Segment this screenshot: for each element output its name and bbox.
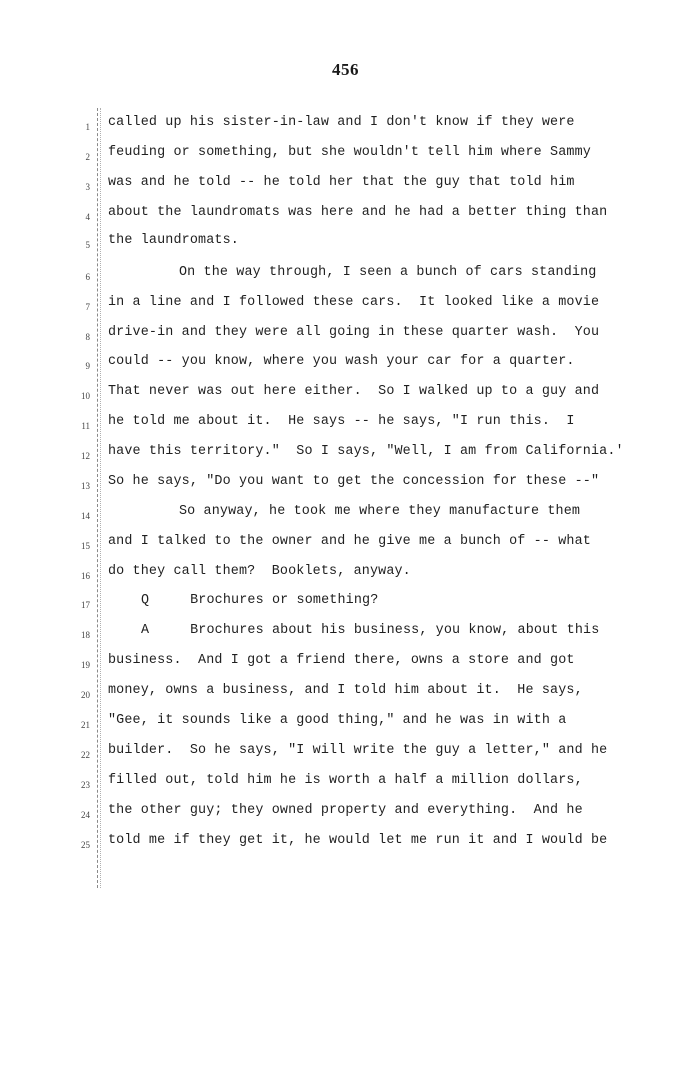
line-number: 19 <box>81 660 90 670</box>
line-number: 18 <box>81 630 90 640</box>
line-text: A Brochures about his business, you know, about this <box>141 623 600 638</box>
line-number: 7 <box>85 302 90 312</box>
line-number: 15 <box>81 541 90 551</box>
line-text: feuding or something, but she wouldn't tell him where Sammy <box>108 145 591 160</box>
line-text: do they call them? Booklets, anyway. <box>108 564 411 579</box>
line-number: 23 <box>81 780 90 790</box>
line-number: 8 <box>85 332 90 342</box>
line-number: 10 <box>81 391 90 401</box>
line-text: So he says, "Do you want to get the concession for these --" <box>108 474 600 489</box>
line-text: called up his sister-in-law and I don't know if they were <box>108 115 575 130</box>
line-text: On the way through, I seen a bunch of cars standing <box>179 265 597 280</box>
line-text: he told me about it. He says -- he says, "I run this. I <box>108 414 575 429</box>
line-text: was and he told -- he told her that the guy that told him <box>108 175 575 190</box>
line-number: 17 <box>81 600 90 610</box>
line-text: business. And I got a friend there, owns a store and got <box>108 653 575 668</box>
line-number: 4 <box>85 212 90 222</box>
line-text: could -- you know, where you wash your car for a quarter. <box>108 354 575 369</box>
line-text: drive-in and they were all going in these quarter wash. You <box>108 325 600 340</box>
line-text: the laundromats. <box>108 233 239 248</box>
page-number: 456 <box>332 60 359 79</box>
line-number: 11 <box>81 421 90 431</box>
line-number: 2 <box>85 152 90 162</box>
line-number: 5 <box>85 240 90 250</box>
transcript-line <box>0 205 691 244</box>
line-number: 3 <box>85 182 90 192</box>
line-text: "Gee, it sounds like a good thing," and he was in with a <box>108 713 567 728</box>
line-number: 24 <box>81 810 90 820</box>
line-text: and I talked to the owner and he give me a bunch of -- what <box>108 534 591 549</box>
line-number: 13 <box>81 481 90 491</box>
line-text: That never was out here either. So I walked up to a guy and <box>108 384 600 399</box>
line-number: 14 <box>81 511 90 521</box>
line-number: 6 <box>85 272 90 282</box>
line-number: 20 <box>81 690 90 700</box>
line-text: money, owns a business, and I told him about it. He says, <box>108 683 583 698</box>
line-text: Q Brochures or something? <box>141 593 379 608</box>
line-text: in a line and I followed these cars. It looked like a movie <box>108 295 600 310</box>
line-text: So anyway, he took me where they manufacture them <box>179 504 581 519</box>
line-text: the other guy; they owned property and everything. And he <box>108 803 583 818</box>
line-number: 21 <box>81 720 90 730</box>
line-number: 25 <box>81 840 90 850</box>
line-number: 1 <box>85 122 90 132</box>
line-text: about the laundromats was here and he had a better thing than <box>108 205 608 220</box>
line-number: 22 <box>81 750 90 760</box>
transcript-line <box>0 833 691 872</box>
line-number: 12 <box>81 451 90 461</box>
line-text: filled out, told him he is worth a half a million dollars, <box>108 773 583 788</box>
line-text: told me if they get it, he would let me run it and I would be <box>108 833 608 848</box>
line-number: 16 <box>81 571 90 581</box>
line-number: 9 <box>85 361 90 371</box>
line-text: builder. So he says, "I will write the guy a letter," and he <box>108 743 608 758</box>
line-text: have this territory." So I says, "Well, I am from California.' <box>108 444 624 459</box>
